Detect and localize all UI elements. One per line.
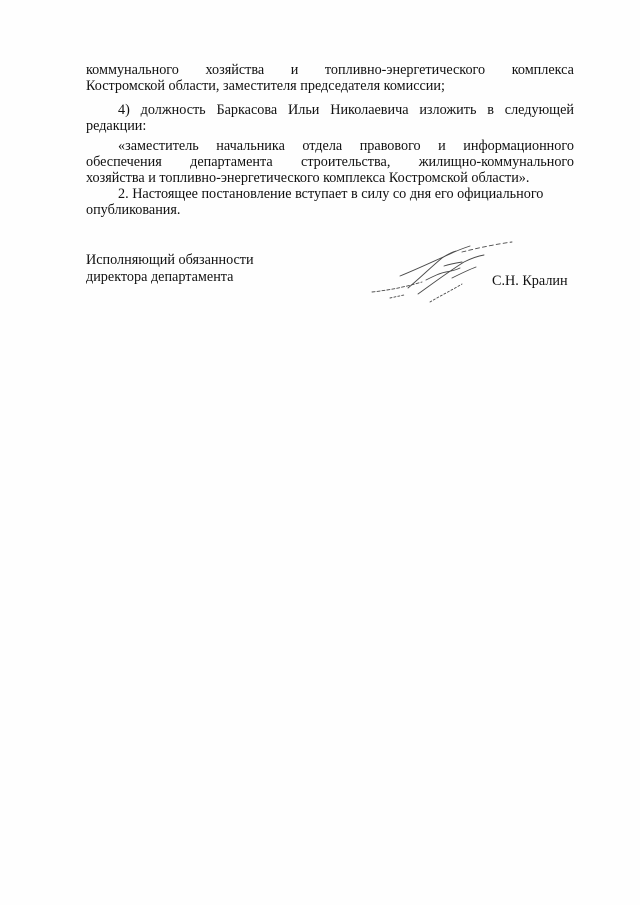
paragraph-3-line-2 (86, 154, 574, 171)
handwritten-signature (360, 232, 520, 312)
word: в (487, 102, 494, 118)
word: коммунального (86, 62, 179, 78)
word: Ильи (288, 102, 320, 118)
word: следующей (504, 102, 574, 118)
position-line: директора департамента (86, 269, 234, 285)
word: Николаевича (330, 102, 409, 118)
text-line: хозяйства и топливно-энергетического комплекса Костромской области». (86, 170, 530, 186)
word: и (438, 138, 446, 154)
paragraph-1-line-1 (86, 62, 574, 79)
word: изложить (419, 102, 477, 118)
paragraph-3-line-3 (86, 170, 574, 187)
paragraph-3-line-1 (86, 138, 574, 155)
word: хозяйства (205, 62, 265, 78)
word: топливно-энергетического (324, 62, 486, 78)
text-line: опубликования. (86, 202, 181, 218)
word: и (290, 62, 299, 78)
word: «заместитель (118, 138, 199, 154)
text-line: Костромской области, заместителя председателя комиссии; (86, 78, 445, 94)
word: информационного (463, 138, 574, 154)
text-line: 2. Настоящее постановление вступает в силу со дня его официального (118, 186, 544, 202)
paragraph-2-line-1 (86, 102, 574, 119)
word: комплекса (511, 62, 574, 78)
word: департамента (190, 154, 273, 170)
signatory-name: С.Н. Кралин (492, 273, 568, 289)
position-line: Исполняющий обязанности (86, 252, 254, 268)
word: должность (140, 102, 206, 118)
word: жилищно-коммунального (418, 154, 574, 170)
paragraph-2-line-2 (86, 118, 574, 135)
paragraph-4-line-2 (86, 202, 574, 219)
word: отдела (302, 138, 343, 154)
text-line: редакции: (86, 118, 147, 134)
word: правового (359, 138, 421, 154)
signatory-position (86, 252, 254, 286)
word: начальника (216, 138, 285, 154)
paragraph-4-line-1 (86, 186, 574, 203)
paragraph-1-line-2 (86, 78, 574, 95)
word: строительства, (301, 154, 391, 170)
word: Баркасова (216, 102, 278, 118)
word: 4) (118, 102, 130, 118)
word: обеспечения (86, 154, 162, 170)
